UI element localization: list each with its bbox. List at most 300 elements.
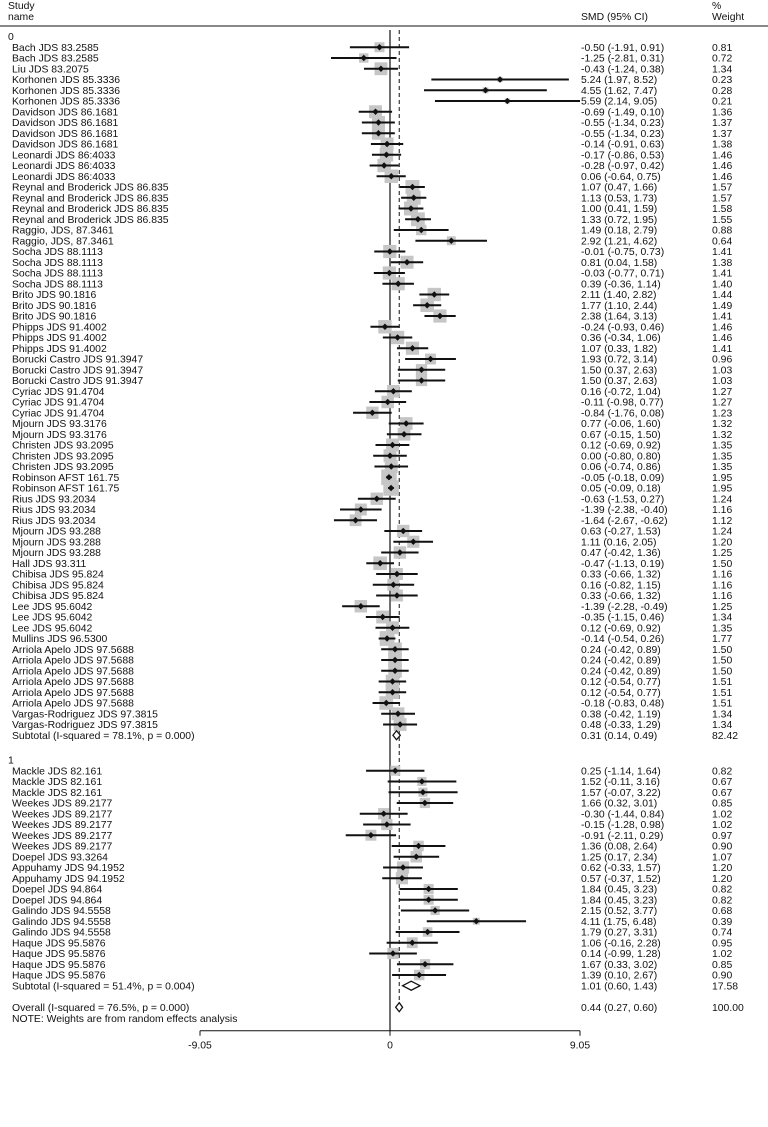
ci-text: 1.00 (0.41, 1.59) [581,204,658,216]
weight-text: 0.85 [712,798,733,810]
weight-text: 0.21 [712,96,733,108]
weight-text: 1.16 [712,591,733,603]
weight-text: 1.34 [712,720,733,732]
ci-text: 1.07 (0.33, 1.82) [581,343,658,355]
weight-text: 0.90 [712,841,733,853]
ci-text: 0.00 (-0.80, 0.80) [581,451,661,463]
weight-text: 1.02 [712,949,733,961]
weight-text: 0.64 [712,236,733,248]
study-row [12,906,732,917]
weight-text: 1.37 [712,128,733,140]
study-row [12,841,732,853]
study-name: Lee JDS 95.6042 [12,612,93,624]
study-name: Arriola Apelo JDS 97.5688 [12,644,134,656]
ci-text: -0.28 (-0.97, 0.42) [581,161,665,173]
study-row [12,191,732,205]
axis-tick-label: -9.05 [188,1040,212,1052]
weight-text: 1.25 [712,548,733,560]
study-row [12,86,732,97]
ci-text: -0.84 (-1.76, 0.08) [581,408,665,420]
study-name: Arriola Apelo JDS 97.5688 [12,687,134,699]
study-row [12,148,732,161]
study-row [12,75,732,86]
study-name: Lee JDS 95.6042 [12,623,93,635]
weight-text: 1.36 [712,107,733,119]
weight-text: 1.35 [712,440,733,452]
ci-text: 1.57 (-0.07, 3.22) [581,787,661,799]
ci-text: 0.24 (-0.42, 0.89) [581,666,661,678]
study-row [12,959,732,971]
study-row [12,664,732,678]
study-name: Socha JDS 88.1113 [12,247,103,259]
subtotal-ci: 1.01 (0.60, 1.43) [581,981,658,993]
study-row [12,631,732,646]
study-name: Weekes JDS 89.2177 [12,820,113,832]
study-name: Mackle JDS 82.161 [12,766,103,778]
study-row [12,642,732,656]
weight-text: 1.27 [712,386,733,398]
study-header-line1: Study [8,1,35,12]
ci-text: 0.12 (-0.69, 0.92) [581,440,661,452]
weight-text: 1.37 [712,118,733,130]
study-row [12,225,732,237]
weight-text: 0.88 [712,225,733,237]
study-name: Haque JDS 95.5876 [12,959,106,971]
weight-text: 1.12 [712,515,733,527]
study-row [12,245,732,258]
study-name: Socha JDS 88.1113 [12,268,103,280]
ci-text: 0.25 (-1.14, 1.64) [581,766,661,778]
weight-text: 1.95 [712,472,733,484]
study-name: Haque JDS 95.5876 [12,949,106,961]
ci-text: -1.64 (-2.67, -0.62) [581,515,668,527]
study-name: Reynal and Broderick JDS 86.835 [12,193,169,205]
study-name: Appuhamy JDS 94.1952 [12,873,125,885]
ci-text: 1.84 (0.45, 3.23) [581,895,658,907]
group-label: 0 [8,32,14,44]
study-name: Socha JDS 88.1113 [12,257,103,269]
ci-text: -1.39 (-2.38, -0.40) [581,505,668,517]
ci-text: 0.05 (-0.09, 0.18) [581,483,661,495]
ci-text: 2.11 (1.40, 2.82) [581,290,657,302]
study-row [12,546,732,559]
study-name: Arriola Apelo JDS 97.5688 [12,677,134,689]
ci-text: -1.25 (-2.81, 0.31) [581,53,665,65]
ci-text: -0.05 (-0.18, 0.09) [581,472,665,484]
weight-text: 1.02 [712,820,733,832]
weight-text: 0.72 [712,53,733,65]
weight-text: 1.58 [712,204,733,216]
ci-text: 1.79 (0.27, 3.31) [581,927,658,939]
weight-text: 1.20 [712,873,733,885]
ci-text: 0.33 (-0.66, 1.32) [581,591,661,603]
study-name: Christen JDS 93.2095 [12,462,114,474]
study-name: Brito JDS 90.1816 [12,290,97,302]
weight-text: 1.50 [712,558,733,570]
table-header [8,1,744,23]
weight-text: 0.74 [712,927,733,939]
ci-text: 0.14 (-0.99, 1.28) [581,949,661,961]
study-row [12,460,732,473]
study-row [12,256,732,269]
weight-text: 1.46 [712,171,733,183]
weight-text: 1.46 [712,333,733,345]
subtotal-label: Subtotal (I-squared = 78.1%, p = 0.000) [12,730,195,742]
study-name: Rius JDS 93.2034 [12,494,96,506]
ci-text: 0.77 (-0.06, 1.60) [581,419,661,431]
study-name: Doepel JDS 93.3264 [12,852,108,864]
study-name: Borucki Castro JDS 91.3947 [12,354,144,366]
ci-text: -0.15 (-1.28, 0.98) [581,820,665,832]
study-row [12,798,732,810]
ci-text: 0.16 (-0.82, 1.15) [581,580,661,592]
study-row [12,342,732,355]
ci-text: -0.24 (-0.93, 0.46) [581,322,665,334]
weight-text: 1.20 [712,863,733,875]
study-row [12,536,732,549]
study-name: Doepel JDS 94.864 [12,895,103,907]
ci-text: 1.77 (1.10, 2.44) [581,300,658,312]
study-name: Phipps JDS 91.4002 [12,343,107,355]
study-name: Leonardi JDS 86:4033 [12,150,116,162]
weight-text: 1.25 [712,601,733,613]
study-name: Haque JDS 95.5876 [12,938,106,950]
study-name: Liu JDS 83.2075 [12,64,89,76]
study-row [12,375,732,387]
ci-text: 1.36 (0.08, 2.64) [581,841,658,853]
smd-header: SMD (95% CI) [581,12,648,23]
study-name: Hall JDS 93.311 [12,558,87,570]
weight-text: 0.97 [712,830,733,842]
subtotal-weight: 17.58 [712,981,739,993]
study-name: Reynal and Broderick JDS 86.835 [12,214,169,226]
ci-text: 0.67 (-0.15, 1.50) [581,429,661,441]
ci-text: 0.62 (-0.33, 1.57) [581,863,661,875]
study-row [12,364,732,376]
ci-text: -0.47 (-1.13, 0.19) [581,558,665,570]
overall-weight: 100.00 [712,1002,744,1014]
study-row [12,493,732,506]
ci-text: -0.55 (-1.34, 0.23) [581,128,665,140]
weight-text: 0.39 [712,916,733,928]
footnote: NOTE: Weights are from random effects analysis [12,1013,238,1025]
weight-text: 1.35 [712,451,733,463]
study-name: Bach JDS 83.2585 [12,53,99,65]
study-row [12,439,732,452]
study-name: Mjourn JDS 93.288 [12,537,101,549]
weight-text: 1.44 [712,290,733,302]
study-name: Phipps JDS 91.4002 [12,322,107,334]
weight-text: 1.46 [712,150,733,162]
ci-text: 1.52 (-0.11, 3.16) [581,777,660,789]
study-row [12,320,732,333]
study-name: Chibisa JDS 95.824 [12,580,104,592]
study-name: Raggio, JDS, 87.3461 [12,236,114,248]
ci-text: 2.92 (1.21, 4.62) [581,236,658,248]
study-name: Lee JDS 95.6042 [12,601,93,613]
weight-text: 1.49 [712,300,733,312]
ci-text: 0.06 (-0.74, 0.86) [581,462,661,474]
weight-text: 1.41 [712,247,733,259]
study-name: Raggio, JDS, 87.3461 [12,225,114,237]
ci-text: -0.17 (-0.86, 0.53) [581,150,665,162]
weight-text: 1.20 [712,537,733,549]
ci-text: -0.55 (-1.34, 0.23) [581,118,665,130]
study-row [12,53,732,64]
study-row [12,600,732,613]
weight-text: 1.41 [712,343,733,355]
weight-text: 1.57 [712,193,733,205]
study-name: Mackle JDS 82.161 [12,777,103,789]
ci-text: 0.12 (-0.69, 0.92) [581,623,661,635]
weight-text: 1.24 [712,494,733,506]
study-row [12,851,732,863]
weight-text: 1.16 [712,505,733,517]
study-row [12,590,732,603]
study-row [12,159,732,172]
study-name: Cyriac JDS 91.4704 [12,397,105,409]
study-name: Rius JDS 93.2034 [12,505,96,517]
weight-text: 1.32 [712,419,733,431]
study-row [12,309,732,322]
ci-text: -0.69 (-1.49, 0.10) [581,107,665,119]
study-name: Vargas-Rodriguez JDS 97.3815 [12,720,158,732]
axis-tick-label: 9.05 [569,1040,591,1052]
study-row [12,707,732,720]
weight-text: 1.55 [712,214,733,226]
study-row [12,808,732,820]
ci-text: 0.12 (-0.54, 0.77) [581,687,661,699]
study-row [12,236,732,247]
study-row [12,428,732,441]
study-name: Davidson JDS 86.1681 [12,128,119,140]
study-row [12,449,732,462]
weight-text: 0.68 [712,906,733,918]
ci-text: -0.43 (-1.24, 0.38) [581,64,665,76]
study-header-line2: name [8,12,34,23]
weight-text: 1.38 [712,257,733,269]
ci-text: 1.33 (0.72, 1.95) [581,214,658,226]
ci-text: 1.67 (0.33, 3.02) [581,959,658,971]
study-rows [8,30,744,1031]
study-row [12,917,732,928]
weight-text: 1.24 [712,526,733,538]
study-name: Mjourn JDS 93.3176 [12,419,107,431]
ci-text: 1.11 (0.16, 2.05) [581,537,657,549]
study-row [12,62,732,75]
study-name: Mjourn JDS 93.288 [12,548,101,560]
ci-text: 1.25 (0.17, 2.34) [581,852,658,864]
study-row [12,525,732,538]
ci-text: -0.35 (-1.15, 0.46) [581,612,665,624]
study-row [12,266,732,279]
ci-text: 0.16 (-0.72, 1.04) [581,386,661,398]
ci-text: 2.15 (0.52, 3.77) [581,906,658,918]
study-row [12,653,732,667]
study-name: Leonardi JDS 86:4033 [12,161,116,173]
study-name: Rius JDS 93.2034 [12,515,96,527]
weight-text: 0.96 [712,354,733,366]
study-name: Korhonen JDS 85.3336 [12,75,121,87]
study-row [12,288,732,301]
weight-text: 1.51 [712,698,733,710]
subtotal-label: Subtotal (I-squared = 51.4%, p = 0.004) [12,981,195,993]
study-row [12,42,732,54]
ci-text: 1.50 (0.37, 2.63) [581,365,658,377]
study-name: Cyriac JDS 91.4704 [12,408,105,420]
study-row [12,298,732,312]
weight-text: 1.57 [712,182,733,194]
weight-text: 0.82 [712,895,733,907]
study-name: Socha JDS 88.1113 [12,279,103,291]
study-row [12,777,732,788]
weight-text: 1.50 [712,644,733,656]
group-label: 1 [8,755,14,767]
study-row [12,504,732,517]
weight-text: 0.28 [712,85,733,97]
ci-text: 2.38 (1.64, 3.13) [581,311,658,323]
weight-text: 1.27 [712,397,733,409]
ci-text: 0.06 (-0.64, 0.75) [581,171,661,183]
study-row [12,202,732,216]
ci-text: 0.57 (-0.37, 1.52) [581,873,661,885]
study-row [12,579,732,592]
study-row [12,788,732,799]
study-name: Cyriac JDS 91.4704 [12,386,105,398]
weight-text: 1.02 [712,809,733,821]
study-name: Davidson JDS 86.1681 [12,118,119,130]
study-name: Brito JDS 90.1816 [12,311,97,323]
ci-text: 0.81 (0.04, 1.58) [581,257,658,269]
weight-text: 1.35 [712,462,733,474]
study-row [12,180,732,194]
weight-text: 1.95 [712,483,733,495]
ci-text: -1.39 (-2.28, -0.49) [581,601,668,613]
study-row [12,819,732,831]
weight-text: 1.50 [712,666,733,678]
ci-text: 1.66 (0.32, 3.01) [581,798,658,810]
study-name: Christen JDS 93.2095 [12,451,114,463]
overall-row [12,1003,744,1014]
weight-text: 1.03 [712,365,733,377]
weight-text: 1.16 [712,580,733,592]
weight-text: 0.95 [712,938,733,950]
study-name: Christen JDS 93.2095 [12,440,114,452]
weight-text: 1.51 [712,687,733,699]
study-name: Robinson AFST 161.75 [12,472,120,484]
ci-text: 1.93 (0.72, 3.14) [581,354,658,366]
study-row [12,407,732,420]
ci-text: 0.63 (-0.27, 1.53) [581,526,661,538]
weight-text: 0.85 [712,959,733,971]
study-name: Weekes JDS 89.2177 [12,809,113,821]
study-name: Weekes JDS 89.2177 [12,798,113,810]
ci-text: -0.03 (-0.77, 0.71) [581,268,665,280]
ci-text: 0.38 (-0.42, 1.19) [581,709,661,721]
study-name: Phipps JDS 91.4002 [12,333,107,345]
subtotal-weight: 82.42 [712,730,739,742]
study-row [12,514,732,526]
weight-text: 0.90 [712,970,733,982]
overall-ci: 0.44 (0.27, 0.60) [581,1002,658,1014]
study-row [12,718,732,731]
weight-text: 1.41 [712,311,733,323]
weight-text: 1.77 [712,634,733,646]
weight-text: 1.34 [712,64,733,76]
ci-text: 5.24 (1.97, 8.52) [581,75,658,87]
study-name: Galindo JDS 94.5558 [12,927,111,939]
weight-text: 0.67 [712,787,733,799]
ci-text: -0.18 (-0.83, 0.48) [581,698,665,710]
weight-text: 1.40 [712,279,733,291]
overall-label: Overall (I-squared = 76.5%, p = 0.000) [12,1002,190,1014]
ci-text: -0.14 (-0.91, 0.63) [581,139,665,151]
study-row [12,331,732,344]
study-name: Mullins JDS 96.5300 [12,634,108,646]
ci-text: 1.50 (0.37, 2.63) [581,376,658,388]
weight-header-line1: % [712,1,722,12]
study-row [12,937,732,949]
study-name: Reynal and Broderick JDS 86.835 [12,182,169,194]
weight-text: 0.81 [712,42,733,54]
weight-text: 1.23 [712,408,733,420]
study-name: Haque JDS 95.5876 [12,970,106,982]
study-row [12,927,732,938]
ci-text: 0.24 (-0.42, 0.89) [581,655,661,667]
subtotal-row [12,981,738,992]
weight-text: 1.32 [712,429,733,441]
study-name: Robinson AFST 161.75 [12,483,120,495]
study-name: Doepel JDS 94.864 [12,884,103,896]
weight-text: 1.38 [712,139,733,151]
ci-text: 0.33 (-0.66, 1.32) [581,569,661,581]
ci-text: 1.07 (0.47, 1.66) [581,182,658,194]
study-row [12,127,732,140]
study-name: Davidson JDS 86.1681 [12,107,119,119]
ci-text: 1.49 (0.18, 2.79) [581,225,658,237]
study-row [12,861,732,874]
weight-header-line2: Weight [712,12,745,23]
ci-text: -0.01 (-0.75, 0.73) [581,247,665,259]
study-row [12,170,732,183]
ci-text: 1.84 (0.45, 3.23) [581,884,658,896]
study-name: Weekes JDS 89.2177 [12,830,113,842]
study-name: Vargas-Rodriguez JDS 97.3815 [12,709,158,721]
study-name: Appuhamy JDS 94.1952 [12,863,125,875]
study-row [12,277,732,290]
weight-text: 1.41 [712,268,733,280]
ci-text: 1.13 (0.53, 1.73) [581,193,658,205]
study-row [12,354,732,366]
study-name: Korhonen JDS 85.3336 [12,85,121,97]
study-row [12,417,732,430]
study-name: Davidson JDS 86.1681 [12,139,119,151]
study-row [12,675,732,689]
study-row [12,212,732,226]
study-name: Mjourn JDS 93.3176 [12,429,107,441]
ci-text: 0.36 (-0.34, 1.06) [581,333,661,345]
ci-text: 0.39 (-0.36, 1.14) [581,279,661,291]
study-name: Arriola Apelo JDS 97.5688 [12,666,134,678]
study-name: Chibisa JDS 95.824 [12,569,104,581]
ci-text: 0.12 (-0.54, 0.77) [581,677,661,689]
ci-text: 1.06 (-0.16, 2.28) [581,938,661,950]
weight-text: 0.23 [712,75,733,87]
weight-text: 1.35 [712,623,733,635]
study-row [12,556,732,570]
ci-text: 0.47 (-0.42, 1.36) [581,548,661,560]
study-row [12,884,732,896]
